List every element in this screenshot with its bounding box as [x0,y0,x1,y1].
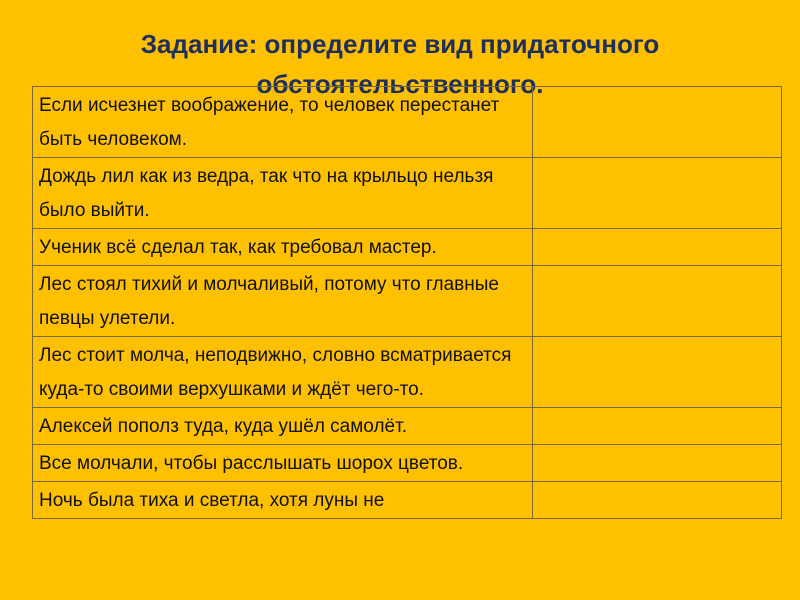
answer-cell[interactable] [533,445,782,482]
answer-cell[interactable] [533,408,782,445]
sentence-cell: Дождь лил как из ведра, так что на крыльцо нельзя было выйти. [33,158,533,229]
sentence-cell: Лес стоял тихий и молчаливый, потому что главные певцы улетели. [33,266,533,337]
table-row [33,337,782,408]
title-line-1: Задание: определите вид придаточного [140,29,660,59]
task-table [32,86,782,519]
sentence-cell: Лес стоит молча, неподвижно, словно всматривается куда-то своими верхушками и ждёт чего-то. [33,337,533,408]
table-row [33,158,782,229]
sentence-cell: Ночь была тиха и светла, хотя луны не [33,482,533,519]
sentence-cell: Ученик всё сделал так, как требовал мастер. [33,229,533,266]
answer-cell[interactable] [533,266,782,337]
table-row [33,408,782,445]
answer-cell[interactable] [533,229,782,266]
sentence-cell: Если исчезнет воображение, то человек перестанет быть человеком. [33,87,533,158]
answer-cell[interactable] [533,337,782,408]
table-row [33,445,782,482]
answer-cell[interactable] [533,158,782,229]
table-row [33,266,782,337]
sentence-cell: Алексей пополз туда, куда ушёл самолёт. [33,408,533,445]
answer-cell[interactable] [533,482,782,519]
title-line-2: обстоятельственного. [256,69,544,99]
table-row [33,229,782,266]
answer-cell[interactable] [533,87,782,158]
table-row [33,87,782,158]
task-table-body [33,87,782,519]
table-row [33,482,782,519]
sentence-cell: Все молчали, чтобы расслышать шорох цветов. [33,445,533,482]
